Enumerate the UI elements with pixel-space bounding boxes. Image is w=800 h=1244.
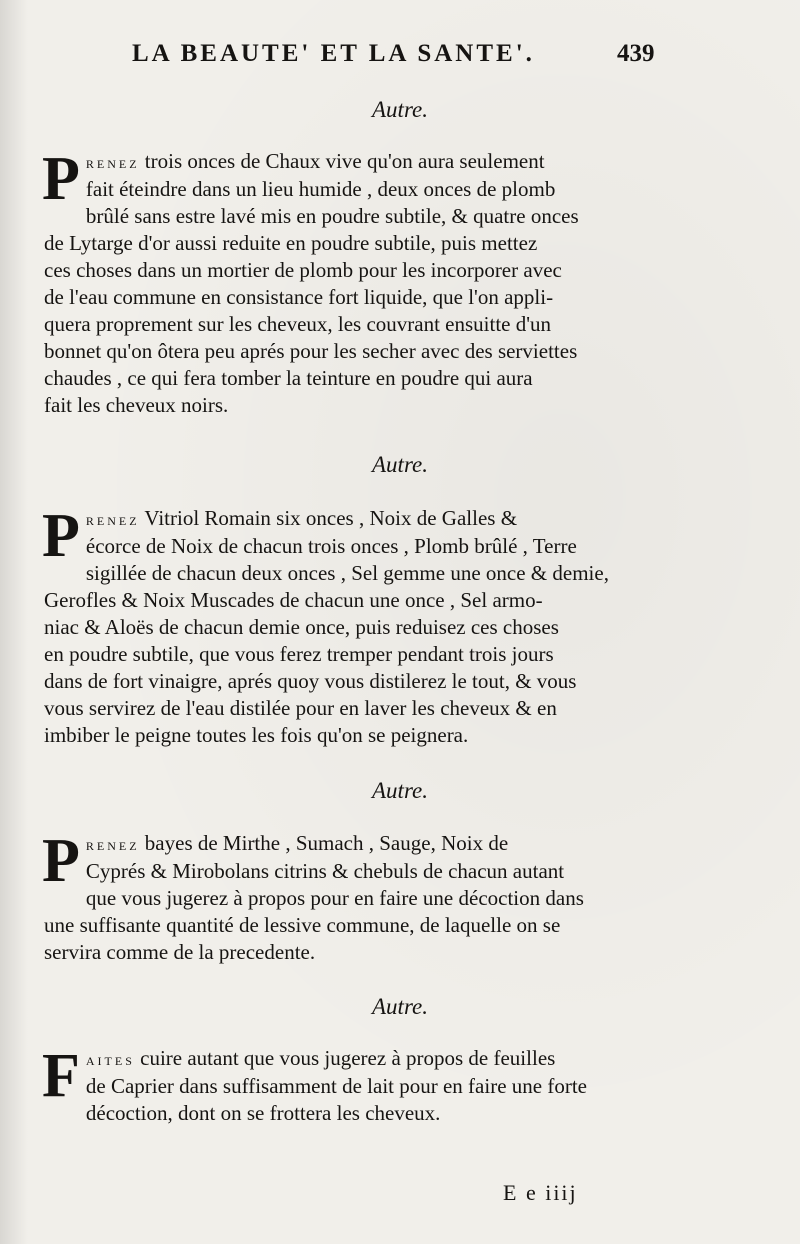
text-line: une suffisante quantité de lessive commune, de laquelle on se bbox=[44, 913, 561, 937]
text-line: fait les cheveux noirs. bbox=[44, 393, 229, 417]
text-line: bayes de Mirthe , Sumach , Sauge, Noix de bbox=[144, 831, 509, 855]
text-line: servira comme de la precedente. bbox=[44, 940, 316, 964]
drop-cap: P bbox=[42, 827, 80, 895]
paragraph bbox=[42, 502, 694, 749]
text-line: que vous jugerez à propos pour en faire une décoction dans bbox=[85, 886, 584, 910]
section-heading: Autre. bbox=[372, 452, 428, 477]
text-line: trois onces de Chaux vive qu'on aura seulement bbox=[144, 149, 545, 173]
opening-word: renez bbox=[85, 835, 140, 854]
text-line: de l'eau commune en consistance fort liquide, que l'on appli- bbox=[44, 285, 554, 309]
text-line: ces choses dans un mortier de plomb pour les incorporer avec bbox=[44, 258, 562, 282]
text-line: écorce de Noix de chacun trois onces , Plomb brûlé , Terre bbox=[85, 534, 577, 558]
opening-word: renez bbox=[85, 510, 140, 529]
drop-cap: P bbox=[42, 145, 80, 213]
text-line: Cyprés & Mirobolans citrins & chebuls de chacun autant bbox=[85, 859, 565, 883]
text-line: de Lytarge d'or aussi reduite en poudre subtile, puis mettez bbox=[44, 231, 538, 255]
text-line: décoction, dont on se frottera les cheveux. bbox=[85, 1101, 441, 1125]
signature-mark: E e iiij bbox=[503, 1180, 578, 1205]
paragraph bbox=[42, 145, 694, 419]
page-number: 439 bbox=[617, 40, 655, 67]
text-line: vous servirez de l'eau distilée pour en laver les cheveux & en bbox=[44, 696, 557, 720]
text-line: cuire autant que vous jugerez à propos de feuilles bbox=[140, 1046, 556, 1070]
text-line: dans de fort vinaigre, aprés quoy vous distilerez le tout, & vous bbox=[44, 669, 577, 693]
paragraph bbox=[42, 827, 694, 966]
text-line: brûlé sans estre lavé mis en poudre subtile, & quatre onces bbox=[85, 204, 579, 228]
text-line: Gerofles & Noix Muscades de chacun une once , Sel armo- bbox=[44, 588, 543, 612]
text-line: quera proprement sur les cheveux, les couvrant ensuitte d'un bbox=[44, 312, 552, 336]
text-line: imbiber le peigne toutes les fois qu'on se peignera. bbox=[44, 723, 469, 747]
text-line: fait éteindre dans un lieu humide , deux onces de plomb bbox=[85, 177, 556, 201]
text-line: Vitriol Romain six onces , Noix de Galles & bbox=[144, 506, 518, 530]
text-line: en poudre subtile, que vous ferez tremper pendant trois jours bbox=[44, 642, 554, 666]
opening-word: renez bbox=[85, 153, 140, 172]
opening-word: aites bbox=[85, 1050, 135, 1069]
paragraph bbox=[42, 1042, 694, 1127]
running-head: LA BEAUTE' ET LA SANTE'. bbox=[132, 40, 535, 67]
drop-cap: P bbox=[42, 502, 80, 570]
text-line: niac & Aloës de chacun demie once, puis reduisez ces choses bbox=[44, 615, 559, 639]
text-line: chaudes , ce qui fera tomber la teinture en poudre qui aura bbox=[44, 366, 533, 390]
text-line: bonnet qu'on ôtera peu aprés pour les secher avec des serviettes bbox=[44, 339, 578, 363]
text-line: de Caprier dans suffisamment de lait pour en faire une forte bbox=[85, 1074, 587, 1098]
section-heading: Autre. bbox=[372, 97, 428, 122]
drop-cap: F bbox=[42, 1042, 80, 1110]
section-heading: Autre. bbox=[372, 778, 428, 803]
section-heading: Autre. bbox=[372, 994, 428, 1019]
text-line: sigillée de chacun deux onces , Sel gemme une once & demie, bbox=[85, 561, 609, 585]
